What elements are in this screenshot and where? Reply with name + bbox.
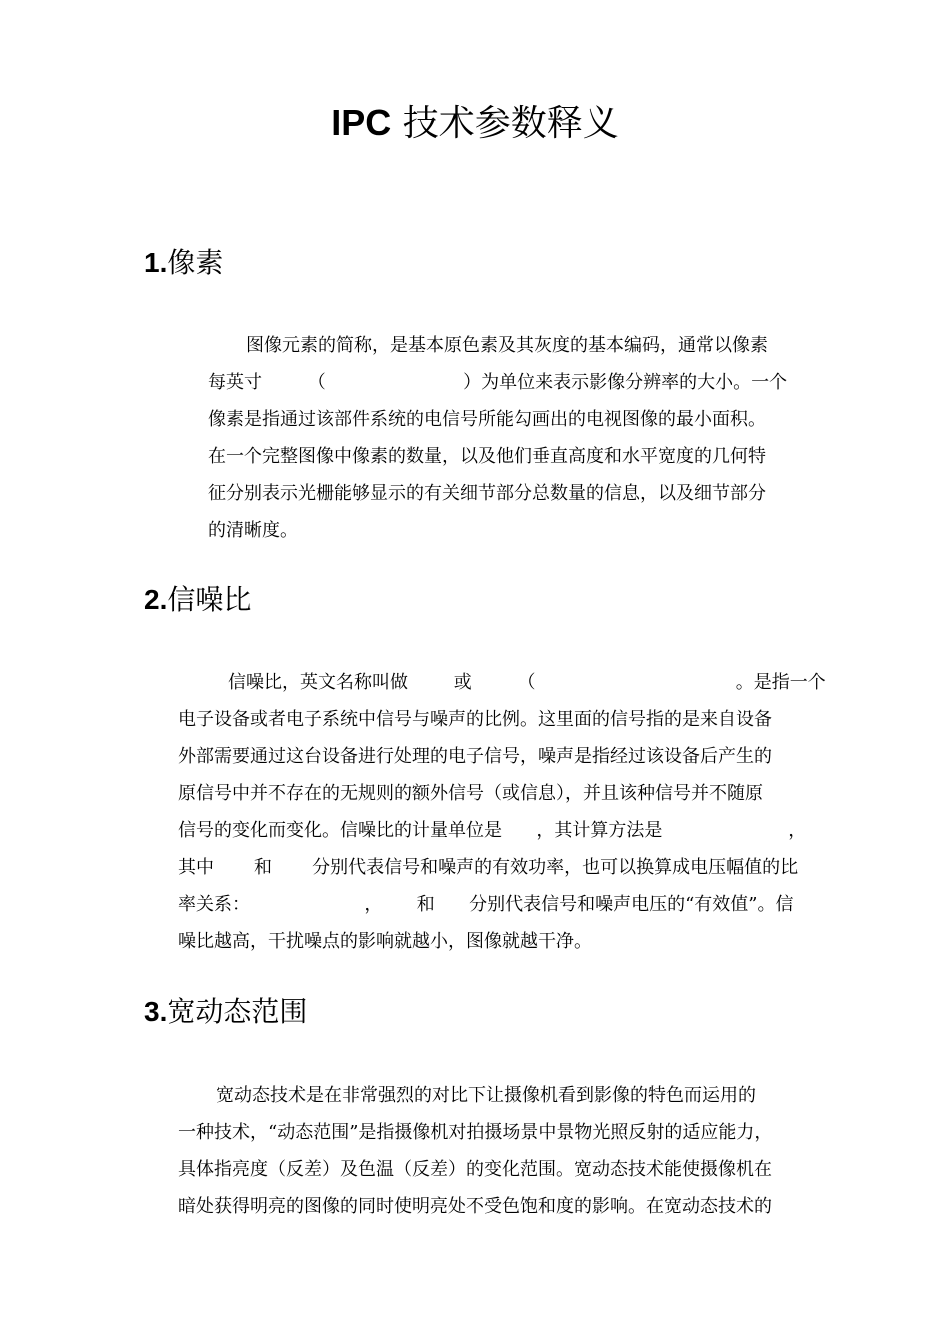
paragraph-line: 的清晰度。: [208, 520, 298, 541]
paragraph-line: 电子设备或者电子系统中信号与噪声的比例。这里面的信号指的是来自设备: [178, 709, 772, 730]
section-2-heading: [144, 580, 251, 620]
paragraph-line: 宽动态技术是在非常强烈的对比下让摄像机看到影像的特色而运用的: [216, 1085, 756, 1106]
paragraph-line: 在一个完整图像中像素的数量，以及他们垂直高度和水平宽度的几何特: [208, 446, 766, 467]
paragraph-line: 每英寸 （ ）为单位来表示影像分辨率的大小。一个: [208, 372, 788, 393]
paragraph-line: 外部需要通过这台设备进行处理的电子信号，噪声是指经过该设备后产生的: [178, 746, 772, 767]
paragraph-line: 具体指亮度（反差）及色温（反差）的变化范围。宽动态技术能使摄像机在: [178, 1159, 772, 1180]
paragraph-line: 暗处获得明亮的图像的同时使明亮处不受色饱和度的影响。在宽动态技术的: [178, 1196, 772, 1217]
section-title: 宽动态范围: [167, 995, 308, 1028]
section-title: 像素: [167, 246, 224, 279]
paragraph-line: 像素是指通过该部件系统的电信号所能勾画出的电视图像的最小面积。: [208, 409, 766, 430]
paragraph-line: 信噪比，英文名称叫做 或 （ 。是指一个: [228, 672, 826, 693]
section-number: 3.: [144, 996, 168, 1027]
paragraph-line: 噪比越高，干扰噪点的影响就越小，图像就越干净。: [178, 931, 592, 952]
section-number: 2.: [144, 584, 168, 615]
section-1-heading: [144, 243, 223, 283]
paragraph-line: 信号的变化而变化。信噪比的计量单位是 ，其计算方法是 ，: [178, 820, 807, 841]
document-title-text: 技术参数释义: [402, 103, 619, 144]
section-3-heading: [144, 992, 307, 1032]
paragraph-line: 其中 和 分别代表信号和噪声的有效功率，也可以换算成电压幅值的比: [178, 857, 799, 878]
section-number: 1.: [144, 247, 168, 278]
paragraph-line: 图像元素的简称，是基本原色素及其灰度的基本编码，通常以像素: [246, 335, 768, 356]
paragraph-line: 率关系： ， 和 分别代表信号和噪声电压的“有效值”。信: [178, 894, 794, 915]
document-title: [0, 98, 950, 149]
document-title-prefix: IPC: [331, 102, 392, 143]
paragraph-line: 原信号中并不存在的无规则的额外信号（或信息），并且该种信号并不随原: [178, 783, 763, 804]
section-title: 信噪比: [167, 583, 252, 616]
paragraph-line: 征分别表示光栅能够显示的有关细节部分总数量的信息，以及细节部分: [208, 483, 766, 504]
paragraph-line: 一种技术，“动态范围”是指摄像机对拍摄场景中景物光照反射的适应能力，: [178, 1122, 773, 1143]
